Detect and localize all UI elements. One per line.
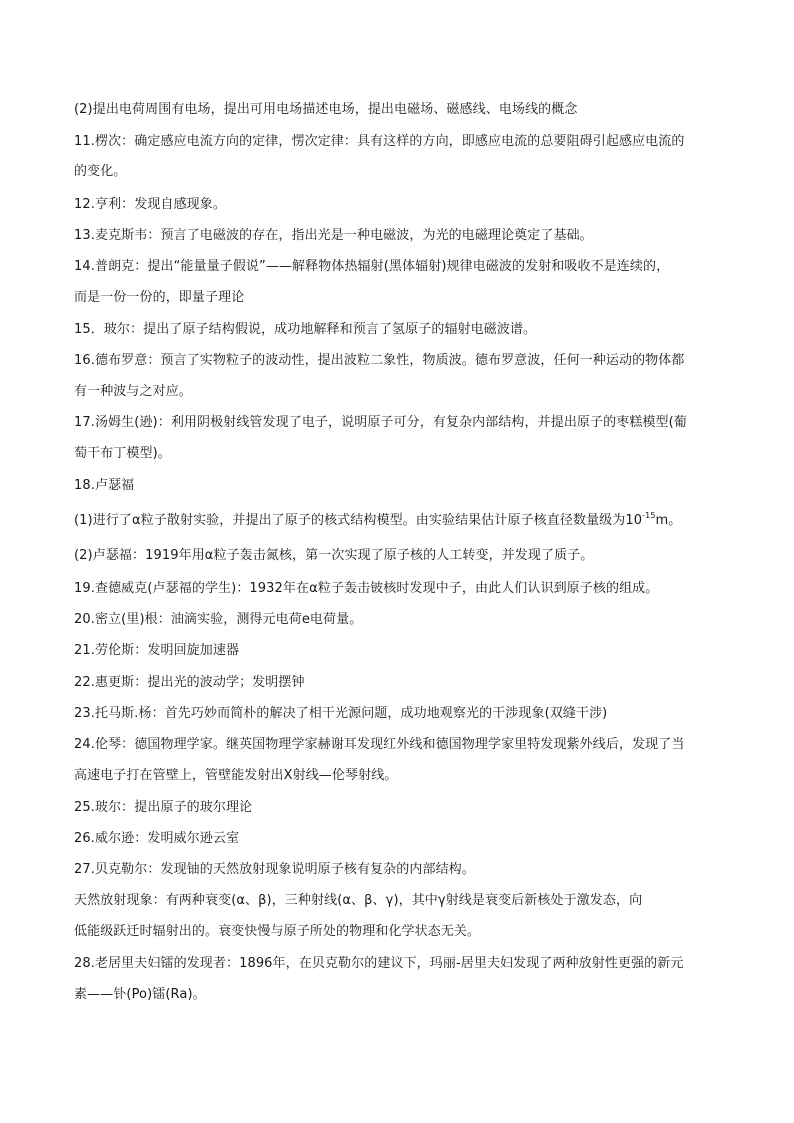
text-line: 天然放射现象：有两种衰变(α、β)，三种射线(α、β、γ)，其中γ射线是衰变后新核处于激发态，向 (74, 893, 643, 908)
text-line: 27.贝克勒尔：发现铀的天然放射现象说明原子核有复杂的内部结构。 (74, 862, 475, 877)
text-line: 21.劳伦斯：发明回旋加速器 (74, 643, 240, 658)
text-line: 26.威尔逊：发明威尔逊云室 (74, 831, 240, 846)
text-line (74, 512, 681, 530)
text-line: 萄干布丁模型)。 (74, 446, 171, 461)
text-line: 17.汤姆生(逊)：利用阴极射线管发现了电子，说明原子可分，有复杂内部结构，并提出原子的枣糕模型(葡 (74, 415, 687, 430)
text-line: 13.麦克斯韦：预言了电磁波的存在，指出光是一种电磁波，为光的电磁理论奠定了基础。 (74, 228, 593, 243)
text-line: (2)卢瑟福：1919年用α粒子轰击氮核，第一次实现了原子核的人工转变，并发现了质子。 (74, 548, 594, 563)
text-line: 高速电子打在管壁上，管壁能发射出X射线—伦琴射线。 (74, 768, 398, 783)
text-line: 11.楞次：确定感应电流方向的定律，愣次定律：具有这样的方向，即感应电流的总要阻碍引起感应电流的 (74, 134, 685, 149)
text-line: 24.伦琴：德国物理学家。继英国物理学家赫谢耳发现红外线和德国物理学家里特发现紫外线后，发现了当 (74, 737, 685, 752)
text-line: 的变化。 (74, 164, 127, 179)
text-line: 22.惠更斯：提出光的波动学；发明摆钟 (74, 675, 305, 690)
text-line: 15．玻尔：提出了原子结构假说，成功地解释和预言了氢原子的辐射电磁波谱。 (74, 322, 537, 337)
number-base: 10 (625, 513, 643, 528)
text-line: 而是一份一份的，即量子理论 (74, 290, 245, 305)
text-line: 16.德布罗意：预言了实物粒子的波动性，提出波粒二象性，物质波。德布罗意波，任何一种运动的物体都 (74, 353, 685, 368)
text-line: 有一种波与之对应。 (74, 384, 192, 399)
number-exponent: -15 (642, 511, 656, 520)
text-line: 14.普朗克：提出“能量量子假说”——解释物体热辐射(黑体辐射)规律电磁波的发射和吸收不是连续的， (74, 259, 670, 274)
text-line: 12.亨利：发现自感现象。 (74, 197, 226, 212)
text-line: (2)提出电荷周围有电场，提出可用电场描述电场，提出电磁场、磁感线、电场线的概念 (74, 102, 578, 117)
text-line: 28.老居里夫妇镭的发现者：1896年，在贝克勒尔的建议下，玛丽-居里夫妇发现了两种放射性更强的新元 (74, 956, 684, 971)
text-line: 19.查德威克(卢瑟福的学生)：1932年在α粒子轰击铍核时发现中子，由此人们认识到原子核的组成。 (74, 581, 659, 596)
text-line: 18.卢瑟福 (74, 478, 135, 493)
text-line: 23.托马斯.杨：首先巧妙而简朴的解决了相干光源问题，成功地观察光的干涉现象(双缝干涉) (74, 706, 608, 721)
text-line: 25.玻尔：提出原子的玻尔理论 (74, 800, 253, 815)
text-line: 素——钋(Po)镭(Ra)。 (74, 987, 206, 1002)
unit-text: m。 (655, 513, 682, 528)
text-line: 20.密立(里)根：油滴实验，测得元电荷e电荷量。 (74, 612, 363, 627)
text-line: 低能级跃迁时辐射出的。衰变快慢与原子所处的物理和化学状态无关。 (74, 924, 481, 939)
text-segment: (1)进行了α粒子散射实验，并提出了原子的核式结构模型。由实验结果估计原子核直径数量级为 (74, 513, 626, 528)
